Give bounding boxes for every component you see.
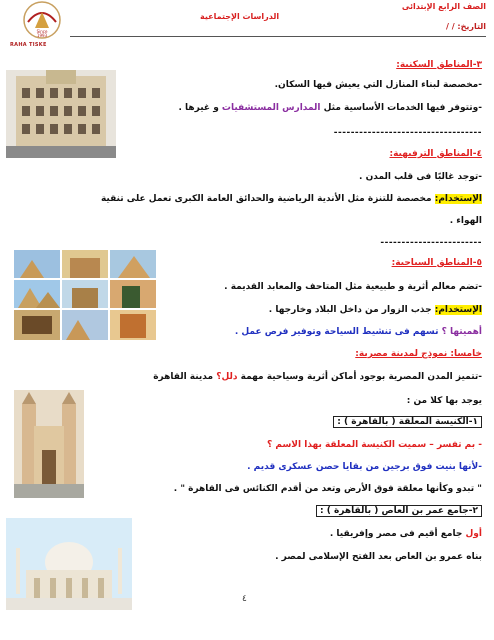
model-line2: يوجد بها كلا من : [406, 396, 482, 406]
logo-since: Since [36, 29, 48, 34]
model-title: خامسا: نموذج لمدينة مصرية: [355, 349, 482, 359]
separator-2: ------------------------ [380, 238, 482, 248]
tourism-collage-image [14, 250, 156, 340]
church-answer: -لأنها بنيت فوق برجين من بقايا حصن عسكرى قديم . [247, 462, 482, 472]
recreation-use-label: الإستخدام: [434, 194, 482, 204]
tourism-importance-label: أهميتها ؟ [441, 327, 482, 337]
recreation-use: الإستخدام: مخصصة للتنزة مثل الأندية الرياضية والحدائق العامة الكبرى تعمل على تنقية [100, 194, 482, 204]
logo-caption: RAHA TISKE [10, 42, 47, 48]
model-line1: -تتميز المدن المصرية بوجود أماكن أثرية وسياحية مهمة دلل؟ مدينة القاهرة [153, 372, 482, 382]
grade-label: الصف الرابع الإبتدائى [401, 2, 486, 11]
tourism-use-label: الإستخدام: [434, 305, 482, 315]
church-quote: " تبدو وكأنها معلقة فوق الأرض وتعد من أقدم الكنائس فى القاهرة " . [173, 484, 482, 494]
amr-mosque-image [6, 518, 132, 610]
residential-building-image [6, 70, 116, 158]
mosque-line2: بناه عمرو بن العاص بعد الفتح الإسلامى لمصر . [275, 552, 482, 562]
separator-1: ----------------------------------- [333, 128, 482, 138]
hanging-church-image [14, 390, 84, 498]
date-label: التاريخ: / / [445, 22, 486, 31]
logo-year: 1993 [36, 33, 48, 38]
page-number: ٤ [242, 594, 247, 604]
mosque-title: ٢-جامع عمر بن العاص ( بالقاهرة ) : [316, 505, 482, 517]
residential-services: المدارس المستشفيات [221, 103, 321, 113]
recreation-line1: -توجد غالبًا فى قلب المدن . [359, 172, 482, 182]
tourism-title: ٥-المناطق السياحية: [391, 258, 482, 268]
residential-title: ٣-المناطق السكنية: [396, 60, 482, 70]
church-question: - بم تفسر – سميت الكنيسة المعلقة بهذا الاسم ؟ [267, 440, 482, 450]
mosque-line1: أول جامع أقيم فى مصر وإفريقيا . [329, 529, 482, 539]
tourism-use: الإستخدام: جذب الزوار من داخل البلاد وخارجها . [268, 305, 482, 315]
recreation-title: ٤-المناطق الترفيهية: [389, 149, 482, 159]
header-divider [70, 36, 486, 37]
tourism-importance: أهميتها ؟ تسهم فى تنشيط السياحة وتوفير فرص عمل . [234, 327, 482, 337]
recreation-line3: الهواء . [449, 216, 482, 226]
residential-line2: -وتتوفر فيها الخدمات الأساسية مثل المدارس المستشفيات و غيرها . [178, 103, 482, 113]
church-title: ١-الكنيسة المعلقة ( بالقاهرة ) : [333, 416, 482, 428]
mosque-first: أول [465, 529, 482, 539]
subject-label: الدراسات الإجتماعية [200, 12, 280, 21]
school-logo-icon [22, 0, 62, 40]
model-prove: دلل؟ [216, 372, 238, 382]
tourism-line1: -تضم معالم أثرية و طبيعية مثل المتاحف والمعابد القديمة . [224, 282, 482, 292]
residential-line1: -مخصصة لبناء المنازل التي يعيش فيها السكان. [274, 80, 482, 90]
